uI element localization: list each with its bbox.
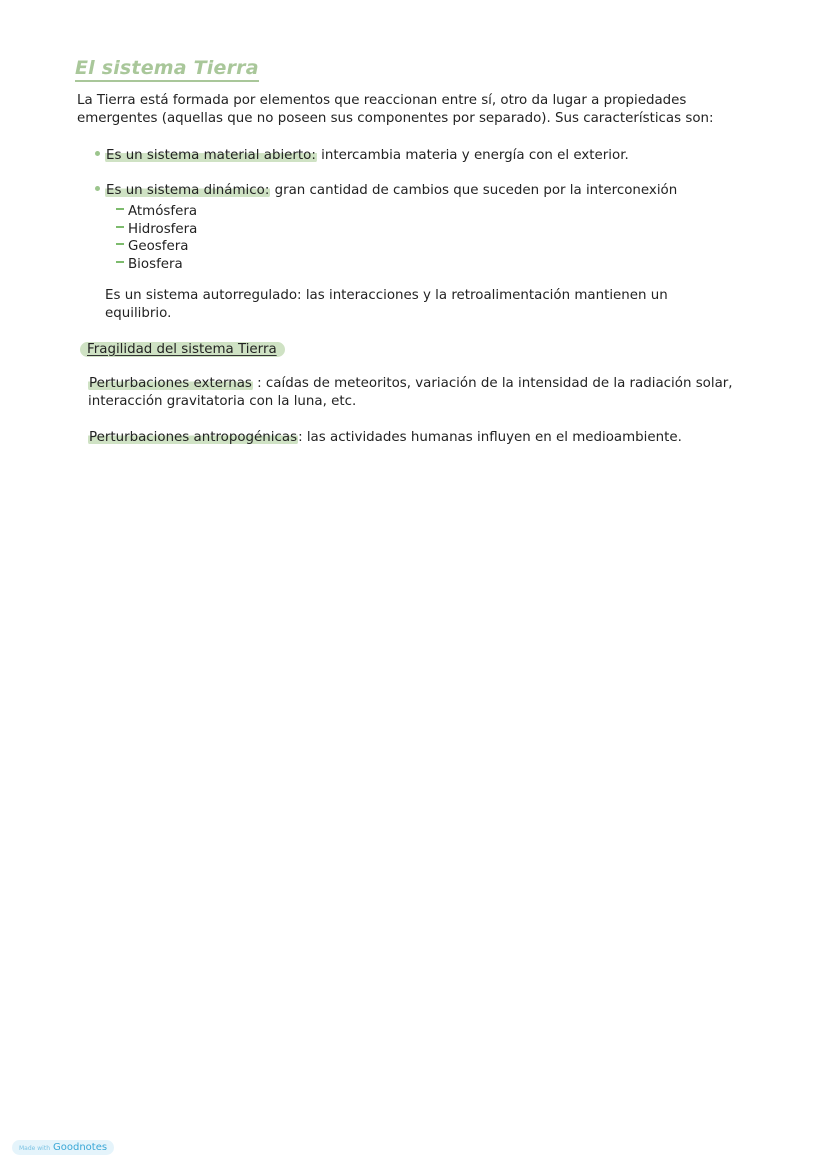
autorregulado-line-2: equilibrio. xyxy=(105,305,172,321)
autorregulado-paragraph xyxy=(105,287,668,322)
list-item xyxy=(116,203,197,221)
goodnotes-watermark xyxy=(12,1140,114,1155)
term-highlight: Perturbaciones externas xyxy=(89,376,252,391)
list-item-label: Atmósfera xyxy=(128,204,198,219)
dash-icon xyxy=(116,243,124,245)
perturbaciones-externas xyxy=(88,375,733,410)
list-item xyxy=(116,238,197,256)
intro-line-2: emergentes (aquellas que no poseen sus componentes por separado). Sus características son: xyxy=(77,110,714,126)
watermark-brand: Goodnotes xyxy=(53,1142,108,1153)
term-text-line-2: interacción gravitatoria con la luna, etc. xyxy=(88,393,357,409)
dash-icon xyxy=(116,261,124,263)
bullet-dot-icon xyxy=(95,151,100,156)
list-item xyxy=(116,221,197,239)
bullet-highlight: Es un sistema material abierto: xyxy=(106,148,316,163)
term-text: : las actividades humanas influyen en el medioambiente. xyxy=(298,430,682,445)
term-highlight: Perturbaciones antropogénicas xyxy=(89,430,298,445)
autorregulado-line-1: Es un sistema autorregulado: las interacciones y la retroalimentación mantienen un xyxy=(105,288,668,303)
page-title: El sistema Tierra xyxy=(75,56,259,82)
subheading-label: Fragilidad del sistema Tierra xyxy=(80,342,285,357)
subsystems-list xyxy=(116,203,197,273)
perturbaciones-antropogenicas xyxy=(88,429,682,447)
term-text: : caídas de meteoritos, variación de la intensidad de la radiación solar, xyxy=(252,376,733,391)
dash-icon xyxy=(116,208,124,210)
intro-line-1: La Tierra está formada por elementos que reaccionan entre sí, otro da lugar a propiedades xyxy=(77,93,687,108)
list-item-label: Geosfera xyxy=(128,239,189,254)
bullet-sistema-dinamico xyxy=(95,182,677,200)
bullet-highlight: Es un sistema dinámico: xyxy=(106,183,270,198)
watermark-prefix: Made with xyxy=(19,1145,50,1152)
dash-icon xyxy=(116,226,124,228)
list-item-label: Biosfera xyxy=(128,256,183,272)
section-subheading xyxy=(80,341,285,359)
bullet-dot-icon xyxy=(95,186,100,191)
list-item-label: Hidrosfera xyxy=(128,221,198,237)
list-item xyxy=(116,256,197,274)
intro-paragraph xyxy=(77,92,714,127)
bullet-sistema-abierto xyxy=(95,147,629,165)
bullet-text: intercambia materia y energía con el exterior. xyxy=(316,148,629,163)
bullet-text: gran cantidad de cambios que suceden por la interconexión xyxy=(270,183,678,198)
